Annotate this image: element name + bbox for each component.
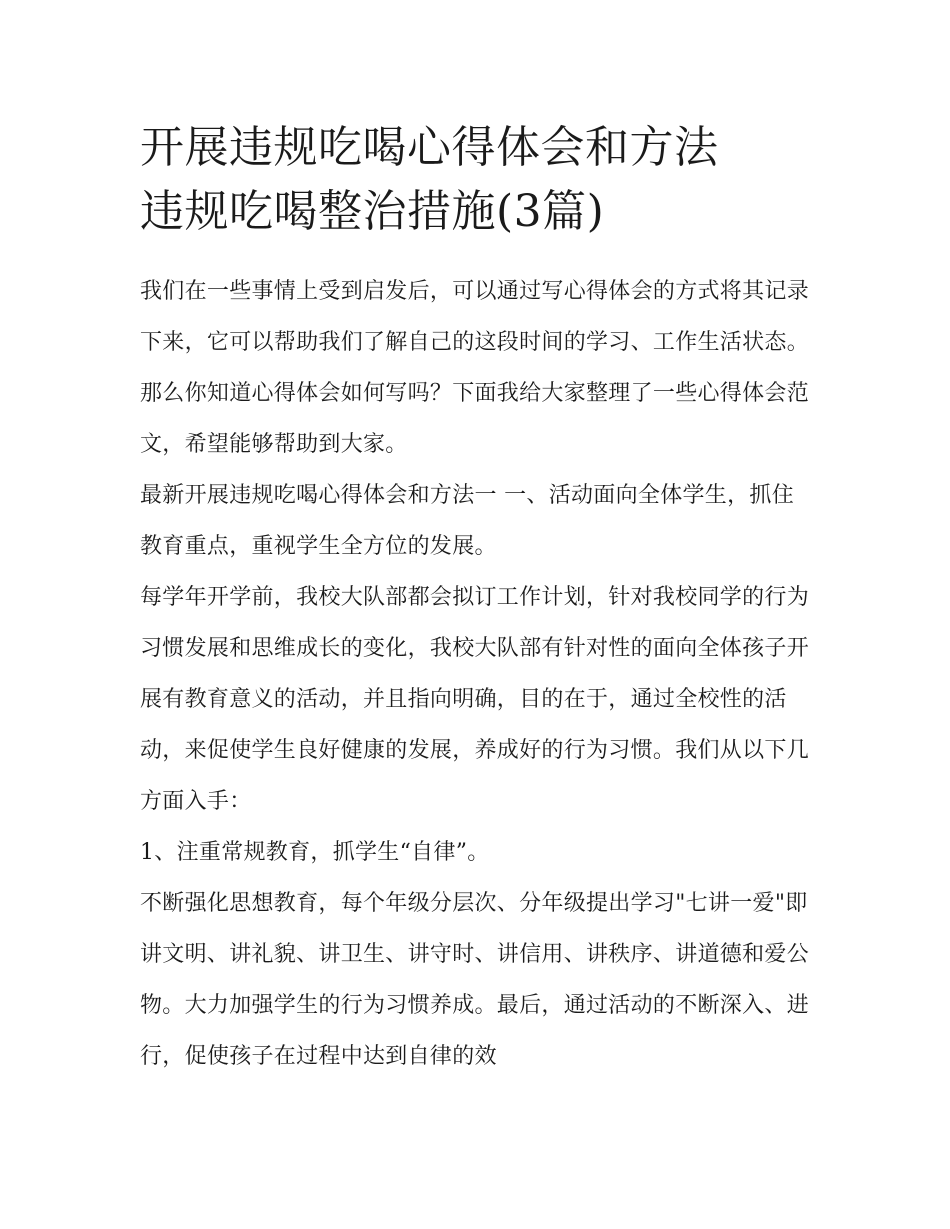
paragraph-section-one-heading: 最新开展违规吃喝心得体会和方法一 一、活动面向全体学生，抓住教育重点，重视学生全方位的发展。 xyxy=(140,483,794,559)
document-title-line-2: 违规吃喝整治措施(3篇) xyxy=(140,186,605,237)
paragraph-point-one: 1、注重常规教育，抓学生“自律”。 xyxy=(140,840,490,865)
paragraph-education: 不断强化思想教育，每个年级分层次、分年级提出学习"七讲一爱"即讲文明、讲礼貌、讲卫生、讲守时、讲信用、讲秩序、讲道德和爱公物。大力加强学生的行为习惯养成。最后，通过活动的不断深入、进行，促使孩子在过程中达到自律的效 xyxy=(140,891,810,1069)
paragraph-intro: 我们在一些事情上受到启发后，可以通过写心得体会的方式将其记录下来，它可以帮助我们了解自己的这段时间的学习、工作生活状态。那么你知道心得体会如何写吗？下面我给大家整理了一些心得体会范文，希望能够帮助到大家。 xyxy=(140,279,810,457)
document-page xyxy=(140,116,812,1082)
paragraph-plan: 每学年开学前，我校大队部都会拟订工作计划，针对我校同学的行为习惯发展和思维成长的变化，我校大队部有针对性的面向全体孩子开展有教育意义的活动，并且指向明确，目的在于，通过全校性的活动，来促使学生良好健康的发展，养成好的行为习惯。我们从以下几方面入手： xyxy=(140,585,810,814)
document-title xyxy=(140,116,812,244)
document-title-line-1: 开展违规吃喝心得体会和方法 xyxy=(140,122,719,173)
